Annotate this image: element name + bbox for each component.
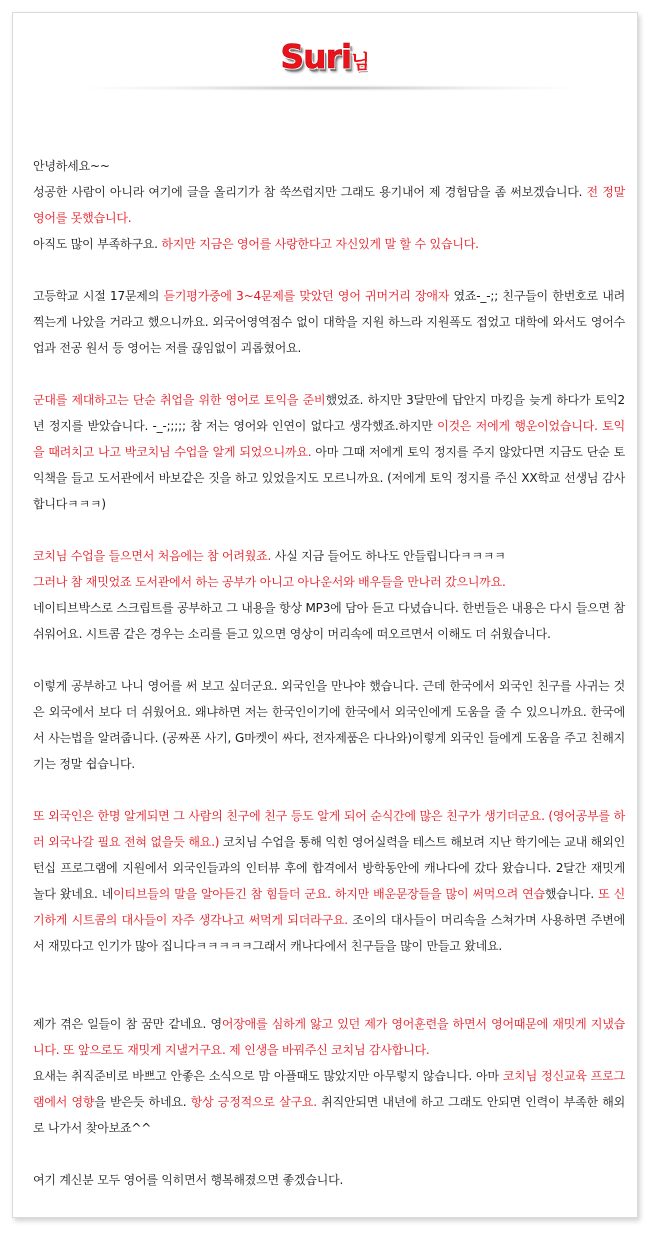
paragraph <box>33 673 625 777</box>
paragraph <box>33 1167 625 1193</box>
title-divider <box>79 85 579 91</box>
text-line <box>33 179 625 231</box>
text-line <box>33 1011 625 1063</box>
highlight-text: 듣기평가중에 3~4문제를 맞았던 영어 귀머거리 장애자 <box>163 289 450 303</box>
text-line <box>33 543 625 569</box>
text-line <box>33 153 625 179</box>
body-text: 요새는 취직준비로 바쁘고 안좋은 소식으로 맘 아플때도 많았지만 아무렇지 않습니다. 아마 <box>33 1069 503 1083</box>
text-line <box>33 231 625 257</box>
body-text: 제가 겪은 일들이 참 꿈만 같네요. 영 <box>33 1017 222 1031</box>
highlight-text: 또 신기하게 시트콤의 대사들이 자주 생각나고 써먹게 되더라구요. <box>33 887 625 927</box>
highlight-text: 또 외국인은 한명 알게되면 그 사람의 친구에 친구 등도 알게 되어 순식간에 많은 친구가 생기더군요. (영어공부를 하러 외국나갈 필요 전혀 없을듯 해요.) <box>33 809 625 849</box>
body-text: 안녕하세요~~ <box>33 159 110 173</box>
author-name: Suri <box>280 37 352 76</box>
paragraph <box>33 803 625 959</box>
body-text: 했습니다. <box>544 887 599 901</box>
highlight-text: 이티브들의 말을 알아듣긴 참 힘들더 군요. 하지만 배운문장들을 많이 써먹으려 연습 <box>113 887 545 901</box>
body-text: 성공한 사람이 아니라 여기에 글을 올리기가 참 쑥쓰럽지만 그래도 용기내어 제 경험담을 좀 써보겠습니다. <box>33 185 587 199</box>
body-text: 네이티브박스로 스크립트를 공부하고 그 내용을 항상 MP3에 담아 듣고 다녔습니다. 한번들은 내용은 다시 들으면 참 쉬워어요. 시트콤 같은 경우는 소리를 듣고 있으면 영상이 머리속에 떠오르면서 이해도 더 쉬웠습니다. <box>33 601 625 641</box>
highlight-text: 이것은 저에게 행운이었습니다. 토익을 때려치고 나고 박코치님 수업을 알게 되었으니까요. <box>33 419 625 459</box>
highlight-text: 코치님 수업을 들으면서 처음에는 참 어려웠죠. <box>33 549 272 563</box>
body-text: 아마 그때 저에게 토익 정지를 주지 않았다면 지금도 단순 토익책을 들고 도서관에서 바보같은 짓을 하고 있었을지도 모르니까요. (저에게 토익 정지를 주신 XX학교 선생님 감사합니다ㅋㅋㅋ) <box>33 445 625 511</box>
testimonial-card <box>12 12 638 1218</box>
author-title <box>13 35 637 85</box>
highlight-text: 전 정말 영어를 못했습니다. <box>33 185 625 225</box>
paragraph <box>33 543 625 647</box>
body-text: 했었죠. 하지만 3달만에 답안지 마킹을 늦게 하다가 토익2년 정지를 받았습니다. -_-;;;;; 참 저는 영어와 인연이 없다고 생각했죠.하지만 <box>33 393 625 433</box>
text-line <box>33 1167 625 1193</box>
highlight-text: 그러나 참 재밋었죠 도서관에서 하는 공부가 아니고 아나운서와 배우들을 만나러 갔으니까요. <box>33 575 506 589</box>
body-text: 여기 계신분 모두 영어를 익히면서 행복해졌으면 좋겠습니다. <box>33 1173 344 1187</box>
body-text: 였죠-_-;; 친구들이 한번호로 내려 찍는게 나았을 거라고 했으니까요. 외국어영역점수 없이 대학을 지원 하느라 지원폭도 접었고 대학에 와서도 영어수업과 전공 원서 등 영어는 저를 끊임없이 괴롭혔어요. <box>33 289 625 355</box>
testimonial-body <box>33 153 625 1193</box>
text-line <box>33 595 625 647</box>
body-text: 을 받은듯 하네요. <box>94 1095 191 1109</box>
body-text: 취직안되면 내년에 하고 그래도 안되면 인력이 부족한 해외로 나가서 찾아보죠^^ <box>33 1095 626 1135</box>
body-text: 고등학교 시절 17문제의 <box>33 289 164 303</box>
body-text: 사실 지금 들어도 하나도 안들립니다ㅋㅋㅋㅋ <box>271 549 506 563</box>
body-text: 이렇게 공부하고 나니 영어를 써 보고 싶더군요. 외국인을 만나야 했습니다. 근데 한국에서 외국인 친구를 사귀는 것은 외국에서 보다 더 쉬웠어요. 왜냐하면 저는 한국인이기에 한국에서 외국인에게 도움을 줄 수 있으니까요. 한국에서 사는법을 알려줍니다. (공짜폰 사기, G마켓이 싸다, 전자제품은 다나와)이렇게 외국인 들에게 도움을 주고 친해지기는 정말 쉽습니다. <box>33 679 625 771</box>
highlight-text: 코치님 정신교육 프로그램에서 영향 <box>33 1069 625 1109</box>
paragraph <box>33 1011 625 1141</box>
body-text: 코치님 수업을 통해 익힌 영어실력을 테스트 해보려 지난 학기에는 교내 해외인턴십 프로그램에 지원에서 외국인들과의 인터뷰 후에 합격에서 방학동안에 캐나다에 갔다 왔습니다. 2달간 재밋게 놀다 왔네요. 네 <box>33 835 625 901</box>
body-text: 조이의 대사들이 머리속을 스쳐가며 사용하면 주변에서 재밌다고 인기가 많아 집니다ㅋㅋㅋㅋㅋ그래서 캐나다에서 친구들을 많이 만들고 왔네요. <box>33 913 625 953</box>
text-line <box>33 283 625 361</box>
text-line <box>33 387 625 517</box>
highlight-text: 군대를 제대하고는 단순 취업을 위한 영어로 토익을 준비 <box>33 393 326 407</box>
author-honorific: 님 <box>351 51 370 73</box>
text-line <box>33 569 625 595</box>
paragraph <box>33 283 625 361</box>
paragraph <box>33 387 625 517</box>
paragraph <box>33 153 625 257</box>
highlight-text: 하지만 지금은 영어를 사랑한다고 자신있게 말 할 수 있습니다. <box>161 237 479 251</box>
highlight-text: 어장애를 심하게 앓고 있던 제가 영어훈련을 하면서 영어때문에 재밋게 지냈습니다. 또 앞으로도 재밋게 지낼거구요. 제 인생을 바꿔주신 코치님 감사합니다. <box>33 1017 625 1057</box>
text-line <box>33 673 625 777</box>
text-line <box>33 803 625 959</box>
highlight-text: 항상 긍정적으로 살구요. <box>190 1095 317 1109</box>
body-text: 아직도 많이 부족하구요. <box>33 237 162 251</box>
text-line <box>33 1063 625 1141</box>
